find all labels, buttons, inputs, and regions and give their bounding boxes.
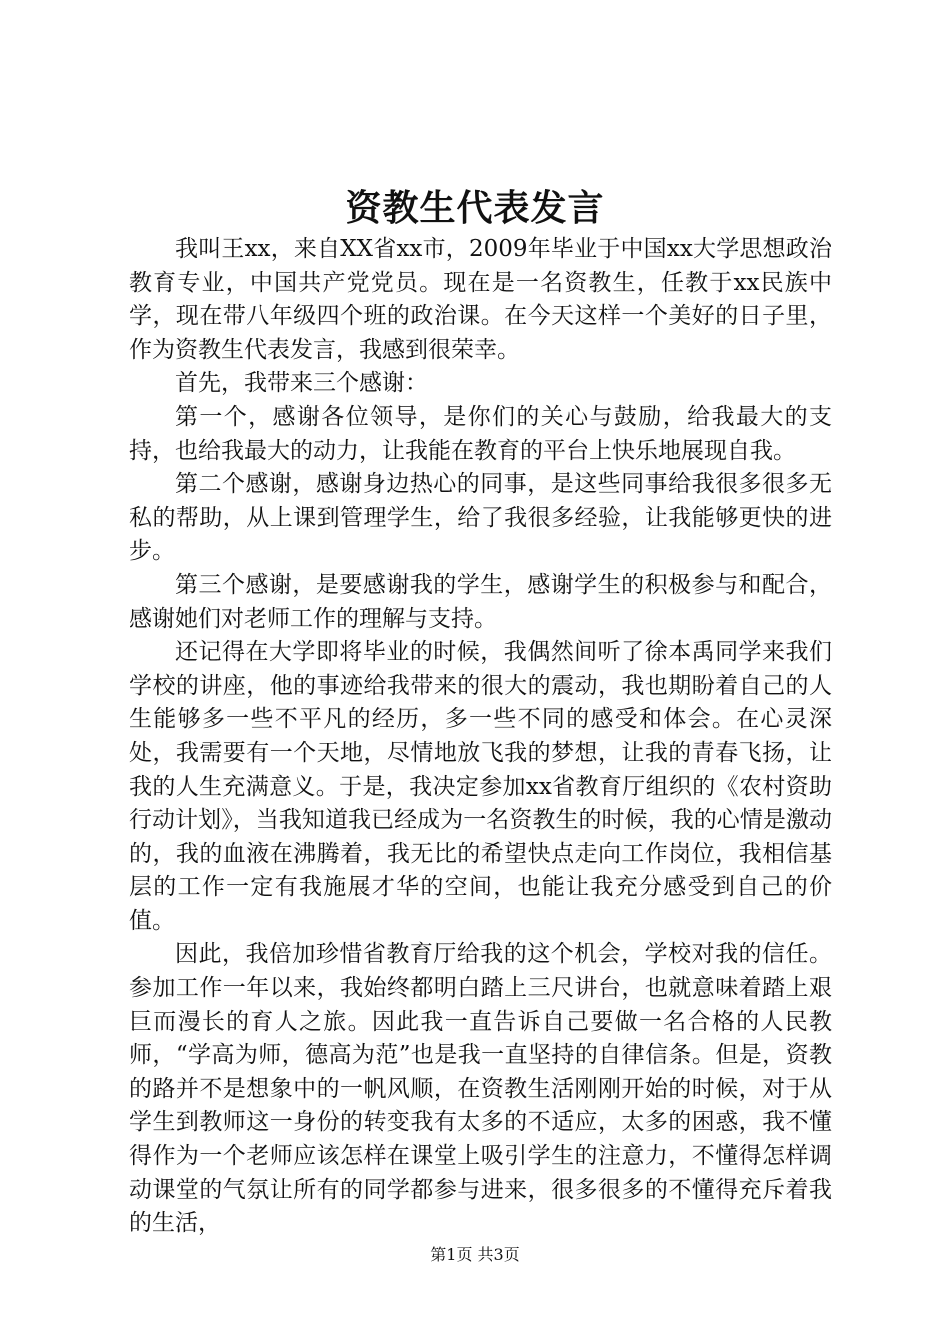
paragraph-introduction: 我叫王xx，来自XX省xx市，2009年毕业于中国xx大学思想政治教育专业，中国共产党党员。现在是一名资教生，任教于xx民族中学，现在带八年级四个班的政治课。在今天这样一个美好的日子里，作为资教生代表发言，我感到很荣幸。 — [129, 236, 832, 363]
paragraph-thanks-colleagues: 第二个感谢，感谢身边热心的同事，是这些同事给我很多很多无私的帮助，从上课到管理学生，给了我很多经验，让我能够更快的进步。 — [129, 471, 832, 565]
paragraph-cherish-opportunity: 因此，我倍加珍惜省教育厅给我的这个机会，学校对我的信任。参加工作一年以来，我始终都明白踏上三尺讲台，也就意味着踏上艰巨而漫长的育人之旅。因此我一直告诉自己要做一名合格的人民教师，“学高为师，德高为范”也是我一直坚持的自律信条。但是，资教的路并不是想象中的一帆风顺，在资教生活刚刚开始的时候，对于从学生到教师这一身份的转变我有太多的不适应，太多的困惑，我不懂得作为一个老师应该怎样在课堂上吸引学生的注意力，不懂得怎样调动课堂的气氛让所有的同学都参与进来，很多很多的不懂得充斥着我的生活， — [129, 941, 832, 1237]
paragraph-thanks-leaders: 第一个，感谢各位领导，是你们的关心与鼓励，给我最大的支持，也给我最大的动力，让我能在教育的平台上快乐地展现自我。 — [129, 403, 832, 464]
document-title: 资教生代表发言 — [345, 187, 605, 229]
document-body — [129, 233, 832, 1241]
paragraph-thanks-intro: 首先，我带来三个感谢： — [175, 370, 428, 397]
page-number-footer: 第1页 共3页 — [430, 1245, 520, 1264]
paragraph-thanks-students: 第三个感谢，是要感谢我的学生，感谢学生的积极参与和配合，感谢她们对老师工作的理解与支持。 — [129, 571, 832, 632]
paragraph-recollection: 还记得在大学即将毕业的时候，我偶然间听了徐本禹同学来我们学校的讲座，他的事迹给我带来的很大的震动，我也期盼着自己的人生能够多一些不平凡的经历，多一些不同的感受和体会。在心灵深处，我需要有一个天地，尽情地放飞我的梦想，让我的青春飞扬，让我的人生充满意义。于是，我决定参加xx省教育厅组织的《农村资助行动计划》，当我知道我已经成为一名资教生的时候，我的心情是激动的，我的血液在沸腾着，我无比的希望快点走向工作岗位，我相信基层的工作一定有我施展才华的空间，也能让我充分感受到自己的价值。 — [129, 639, 832, 934]
